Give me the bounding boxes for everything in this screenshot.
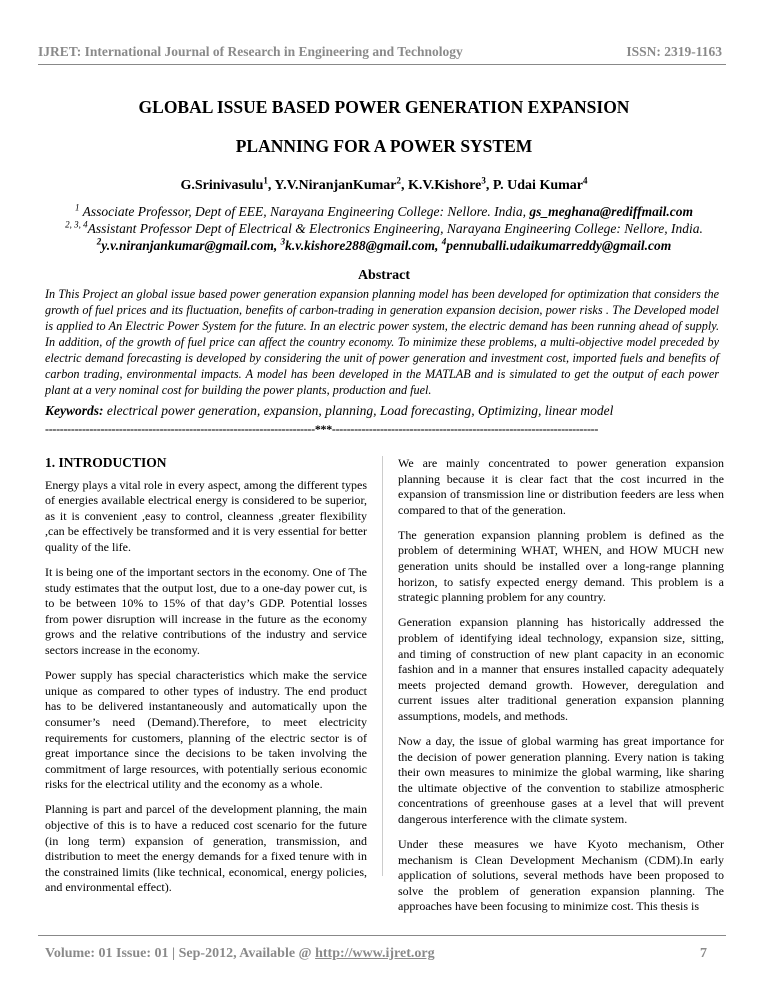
author-list xyxy=(0,175,768,194)
paragraph: The generation expansion planning problem is defined as the problem of determining WHAT, WHEN, and HOW MUCH new generation units should be installed over a long-range planning horizon, to satisfy expected energy demand. This problem is a strategic planning problem for any country. xyxy=(398,527,724,605)
affiliation-2-text: Assistant Professor Dept of Electrical & Electronics Engineering, Narayana Engineering College: Nellore, India. xyxy=(87,221,703,236)
right-column xyxy=(398,456,724,925)
paragraph: We are mainly concentrated to power generation expansion planning because it is clear fact that the cost incurred in the expansion of transmission line or distribution feeders are less when compared to that of the generation. xyxy=(398,456,724,517)
paper-title-line-1: GLOBAL ISSUE BASED POWER GENERATION EXPANSION xyxy=(138,97,630,117)
column-divider xyxy=(382,456,383,876)
paper-title-line-2: PLANNING FOR A POWER SYSTEM xyxy=(235,136,533,156)
journal-website-link[interactable]: http://www.ijret.org xyxy=(315,946,435,961)
paragraph: Now a day, the issue of global warming has great importance for the decision of power generation planning. Every nation is taking their own measures to minimize the global warming, like sharing the ultimate objective of the convention to stabilize atmospheric concentrations of greenhouse gases at a level that will prevent dangerous interference with the climate system. xyxy=(398,734,724,826)
author-1-sup: 1 xyxy=(263,175,268,186)
author-2: , Y.V.NiranjanKumar xyxy=(267,178,397,193)
paragraph: It is being one of the important sectors in the economy. One of The study estimates that the output lost, due to a one-day power cut, is to be between 10% to 15% of that day’s GDP. Potential losses from power disruption will increase in the future as the economy grows and the relative contributions of the industry and service sectors increase in the economy. xyxy=(45,565,367,658)
affiliation-line-3 xyxy=(0,238,768,254)
author-4-sup: 4 xyxy=(583,175,588,186)
affiliation-1-sup: 1 xyxy=(75,202,80,213)
footer-volume-info xyxy=(45,946,435,962)
paragraph: Energy plays a vital role in every aspect, among the different types of energies available electrical energy is considered to be superior, as it is convenient ,easy to control, cleanness ,greater flexibility ,can be effectively be transformed and it is very essential for better quality of the life. xyxy=(45,477,367,554)
left-column xyxy=(45,450,367,905)
paragraph: Under these measures we have Kyoto mechanism, Other mechanism is Clean Development Mechanism (CDM).In early application of solutions, several methods have been proposed to solve the problem of generation expansion planning. The approaches have been focusing to minimize cost. This thesis is xyxy=(398,837,724,914)
email-2-sup: 2 xyxy=(96,236,102,247)
email-link-3[interactable]: k.v.kishore288@gmail.com xyxy=(285,238,435,253)
running-footer xyxy=(45,946,725,966)
keywords-text: electrical power generation, expansion, planning, Load forecasting, Optimizing, linear model xyxy=(106,403,614,418)
keywords-label: Keywords: xyxy=(45,403,104,418)
email-link-4[interactable]: pennuballi.udaikumarreddy@gmail.com xyxy=(446,238,672,253)
author-1: G.Srinivasulu xyxy=(180,178,264,193)
abstract-heading: Abstract xyxy=(357,268,411,283)
author-3-sup: 3 xyxy=(481,175,486,186)
footer-rule xyxy=(38,935,726,936)
affiliation-line-2 xyxy=(0,221,768,237)
footer-prefix: Volume: 01 Issue: 01 | Sep-2012, Available @ xyxy=(45,946,316,961)
affiliation-1-text: Associate Professor, Dept of EEE, Narayana Engineering College: Nellore. India, xyxy=(82,204,526,219)
section-separator: -------------------------------------------------------------------------***------------------------------------------------------------------------ xyxy=(45,422,599,436)
email-3-sup: 3 xyxy=(280,236,286,247)
email-link-2[interactable]: y.v.niranjankumar@gmail.com xyxy=(101,238,274,253)
section-heading-introduction: 1. INTRODUCTION xyxy=(45,455,167,470)
paragraph: Planning is part and parcel of the development planning, the main objective of this is to have a reduced cost scenario for the future (in long term) expansion of generation, transmission, and distribution to meet the energy demands for a fixed tenure with in the constrained limits (like technical, economical, energy policies, and environmental effect). xyxy=(45,802,367,895)
keywords xyxy=(45,403,725,419)
journal-name: IJRET: International Journal of Research in Engineering and Technology xyxy=(38,44,463,59)
paragraph: Generation expansion planning has historically addressed the problem of identifying ideal technology, expansion size, sitting, and timing of construction of new plant capacity in an economic fashion and in a manner that ensures installed capacity adequately meets projected demand growth. However, deregulation and current issues alter traditional generation expansion planning assumptions, models, and methods. xyxy=(398,615,724,723)
page-number: 7 xyxy=(700,946,707,961)
email-link-1[interactable]: gs_meghana@rediffmail.com xyxy=(529,204,693,219)
header-rule xyxy=(38,64,726,65)
author-4: , P. Udai Kumar xyxy=(485,178,583,193)
affiliation-2-sup: 2, 3, 4 xyxy=(65,219,88,230)
author-3: , K.V.Kishore xyxy=(401,178,482,193)
author-2-sup: 2 xyxy=(396,175,401,186)
email-4-sup: 4 xyxy=(441,236,447,247)
email-separator-1: , xyxy=(273,238,278,253)
affiliation-line-1 xyxy=(0,204,768,220)
running-header xyxy=(38,44,732,64)
abstract-text: In This Project an global issue based power generation expansion planning model has been developed for optimization that considers the growth of fuel prices and its fluctuation, benefits of carbon-trading in generation expansion decision, power risks . The Developed model is applied to An Electric Power System for the future. In an electric power system, the electric demand has been running ahead of supply. In addition, of the growth of fuel price can affect the country economy. To minimize these problems, a multi-objective model preceded by electric demand forecasting is developed by considering the unit of power generation and investment cost, imported fuels and benefits of carbon trading, environmental impacts. A model has been developed in the MATLAB and is simulated to get the output of each power plant at a very nominal cost for building the power plants, production and fuel. xyxy=(45,287,719,397)
email-separator-2: , xyxy=(434,238,439,253)
issn-number: ISSN: 2319-1163 xyxy=(626,44,722,59)
paragraph: Power supply has special characteristics which make the service unique as compared to other types of industry. The end product has to be delivered instantaneously and automatically upon the consumer’s need (Demand).Therefore, to meet electricity requirements for customers, planning of the electric sector is of great importance since the decisions to be taken involving the commitment of large resources, with potentially serious economic risks for the electrical utility and the economy as a whole. xyxy=(45,668,367,792)
